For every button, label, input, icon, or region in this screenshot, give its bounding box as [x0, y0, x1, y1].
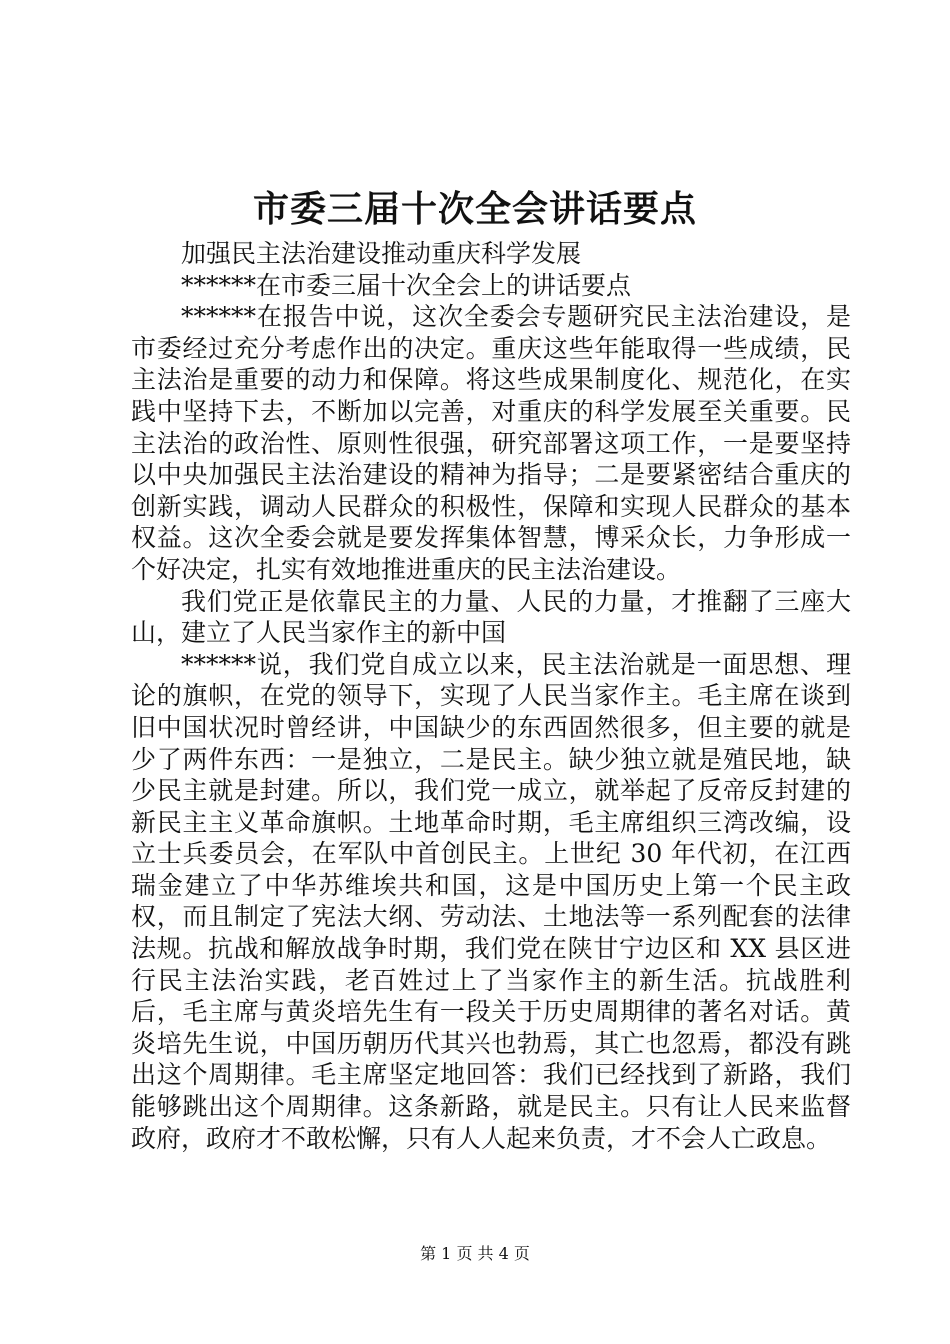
body-paragraph: ******说，我们党自成立以来，民主法治就是一面思想、理论的旗帜，在党的领导下，实现了人民当家作主。毛主席在谈到旧中国状况时曾经讲，中国缺少的东西固然很多，但主要的就是少了两件东西：一是独立，二是民主。缺少独立就是殖民地，缺少民主就是封建。所以，我们党一成立，就举起了反帝反封建的新民主主义革命旗帜。土地革命时期，毛主席组织三湾改编，设立士兵委员会，在军队中首创民主。上世纪 30 年代初，在江西瑞金建立了中华苏维埃共和国，这是中国历史上第一个民主政权，而且制定了宪法大纲、劳动法、土地法等一系列配套的法律法规。抗战和解放战争时期，我们党在陕甘宁边区和 XX 县区进行民主法治实践，老百姓过上了当家作主的新生活。抗战胜利后，毛主席与黄炎培先生有一段关于历史周期律的著名对话。黄炎培先生说，中国历朝历代其兴也勃焉，其亡也忽焉，都没有跳出这个周期律。毛主席坚定地回答：我们已经找到了新路，我们能够跳出这个周期律。这条新路，就是民主。只有让人民来监督政府，政府才不敢松懈，只有人人起来负责，才不会人亡政息。 [131, 649, 851, 1153]
page-footer: 第 1 页 共 4 页 [420, 1244, 530, 1263]
subtitle-paragraph: 加强民主法治建设推动重庆科学发展 [181, 239, 582, 268]
document-title: 市委三届十次全会讲话要点 [252, 188, 697, 230]
speaker-line-paragraph: ******在市委三届十次全会上的讲话要点 [181, 270, 632, 300]
section-heading-paragraph: 我们党正是依靠民主的力量、人民的力量，才推翻了三座大山，建立了人民当家作主的新中国 [131, 586, 851, 648]
body-paragraph: ******在报告中说，这次全委会专题研究民主法治建设，是市委经过充分考虑作出的决定。重庆这些年能取得一些成绩，民主法治是重要的动力和保障。将这些成果制度化、规范化，在实践中坚持下去，不断加以完善，对重庆的科学发展至关重要。民主法治的政治性、原则性很强，研究部署这项工作，一是要坚持以中央加强民主法治建设的精神为指导；二是要紧密结合重庆的创新实践，调动人民群众的积极性，保障和实现人民群众的基本权益。这次全委会就是要发挥集体智慧，博采众长，力争形成一个好决定，扎实有效地推进重庆的民主法治建设。 [131, 302, 851, 584]
document-body [131, 238, 851, 1154]
